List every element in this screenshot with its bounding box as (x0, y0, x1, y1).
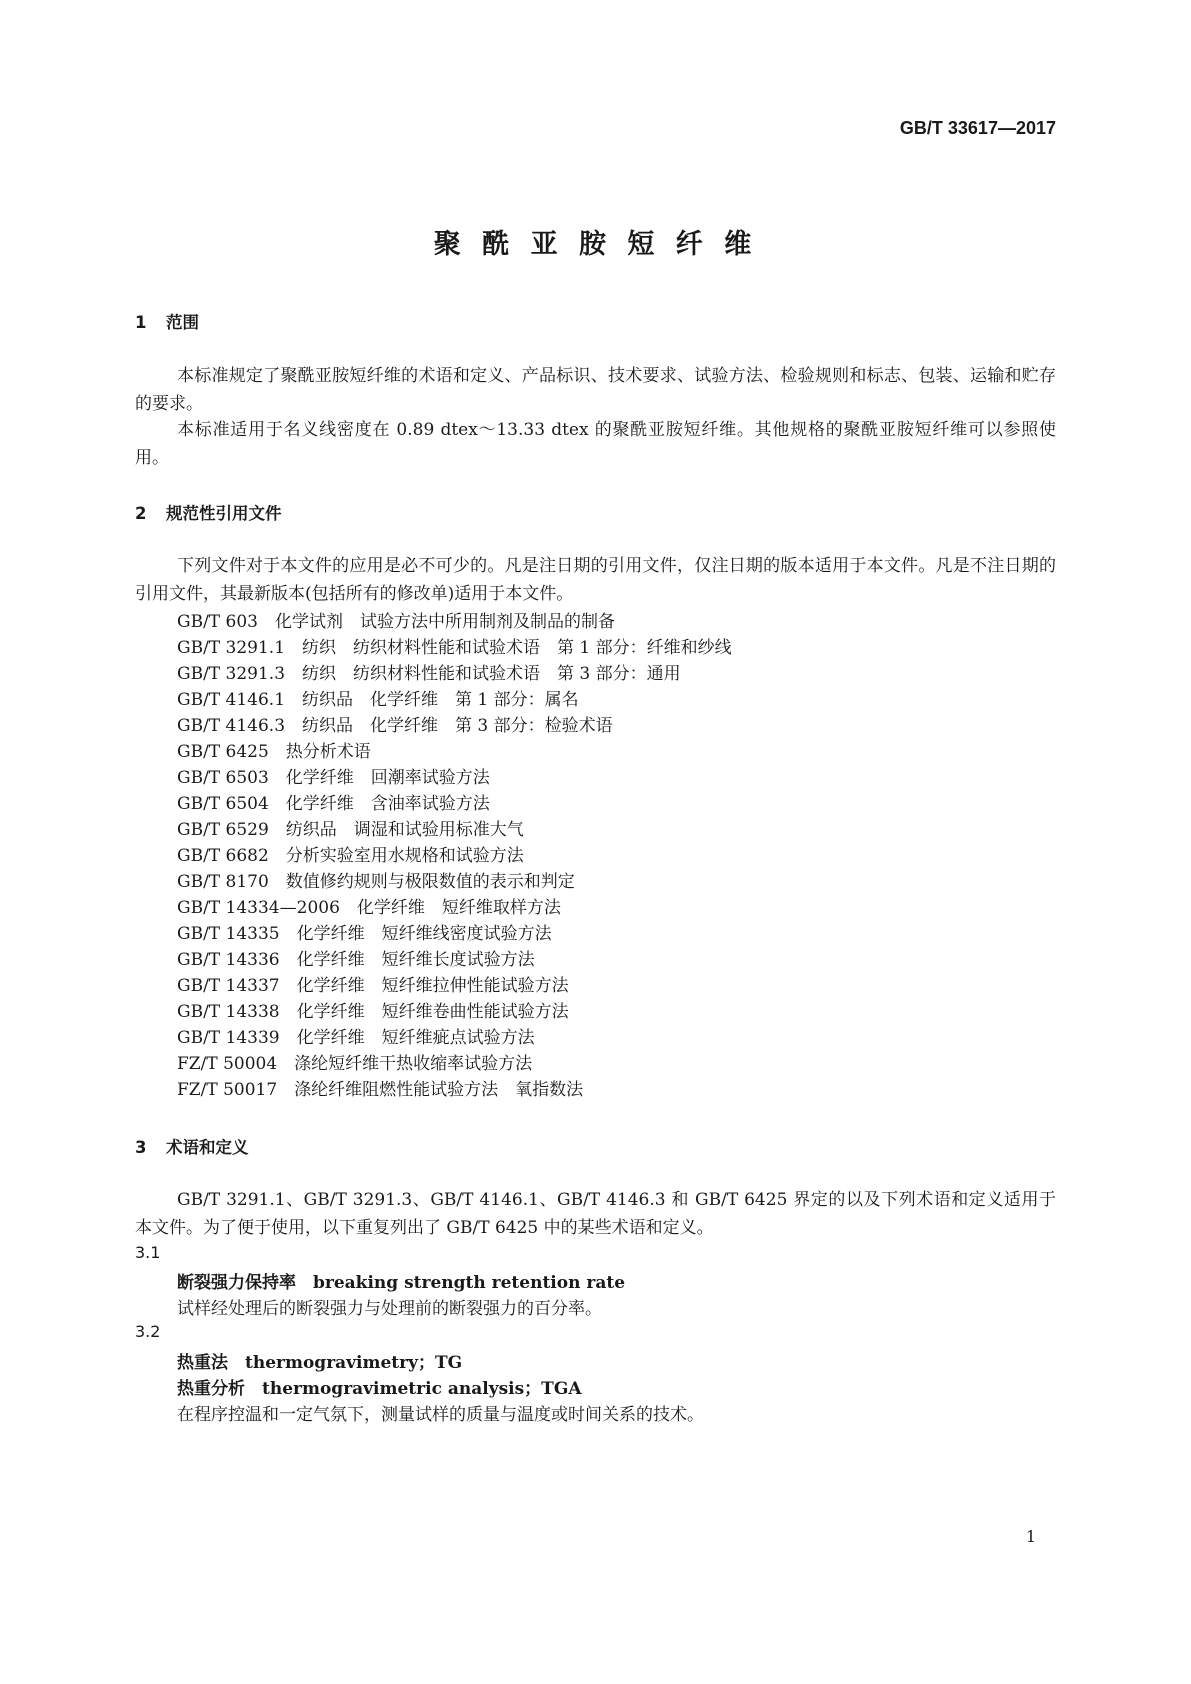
reference-item: GB/T 6529 纺织品 调湿和试验用标准大气 (177, 820, 524, 840)
reference-item: GB/T 4146.1 纺织品 化学纤维 第 1 部分：属名 (177, 690, 579, 710)
scope-paragraph-1: 本标准规定了聚酰亚胺短纤维的术语和定义、产品标识、技术要求、试验方法、检验规则和标志、包装、运输和贮存的要求。 (135, 366, 1056, 414)
reference-item: GB/T 14336 化学纤维 短纤维长度试验方法 (177, 950, 535, 970)
section-heading-scope (135, 309, 199, 333)
reference-item: GB/T 14337 化学纤维 短纤维拉伸性能试验方法 (177, 976, 569, 996)
reference-item: GB/T 603 化学试剂 试验方法中所用制剂及制品的制备 (177, 612, 615, 632)
reference-item: GB/T 6504 化学纤维 含油率试验方法 (177, 794, 490, 814)
section-title: 术语和定义 (166, 1138, 249, 1157)
section-heading-references (135, 500, 282, 524)
reference-item: GB/T 3291.3 纺织 纺织材料性能和试验术语 第 3 部分：通用 (177, 664, 681, 684)
term-title: 断裂强力保持率 breaking strength retention rate (177, 1273, 626, 1293)
term-number: 3.2 (135, 1322, 161, 1341)
reference-item: FZ/T 50004 涤纶短纤维干热收缩率试验方法 (177, 1054, 533, 1074)
reference-item: GB/T 14338 化学纤维 短纤维卷曲性能试验方法 (177, 1002, 569, 1022)
reference-item: GB/T 6682 分析实验室用水规格和试验方法 (177, 846, 524, 866)
reference-item: GB/T 3291.1 纺织 纺织材料性能和试验术语 第 1 部分：纤维和纱线 (177, 638, 732, 658)
term-title: 热重法 thermogravimetry；TG (177, 1353, 463, 1373)
reference-item: FZ/T 50017 涤纶纤维阻燃性能试验方法 氧指数法 (177, 1080, 584, 1100)
scope-paragraph-2: 本标准适用于名义线密度在 0.89 dtex～13.33 dtex 的聚酰亚胺短纤维。其他规格的聚酰亚胺短纤维可以参照使用。 (135, 420, 1056, 468)
page-number: 1 (1025, 1527, 1036, 1546)
document-title: 聚 酰 亚 胺 短 纤 维 (433, 229, 758, 260)
section-number: 2 (135, 504, 147, 523)
term-definition: 在程序控温和一定气氛下，测量试样的质量与温度或时间关系的技术。 (177, 1405, 704, 1425)
references-intro: 下列文件对于本文件的应用是必不可少的。凡是注日期的引用文件，仅注日期的版本适用于本文件。凡是不注日期的引用文件，其最新版本(包括所有的修改单)适用于本文件。 (135, 556, 1056, 604)
term-definition: 试样经处理后的断裂强力与处理前的断裂强力的百分率。 (177, 1299, 602, 1319)
term-title-alt: 热重分析 thermogravimetric analysis；TGA (177, 1379, 582, 1399)
section-number: 3 (135, 1138, 147, 1157)
term-number: 3.1 (135, 1243, 161, 1262)
section-number: 1 (135, 313, 147, 332)
reference-item: GB/T 14335 化学纤维 短纤维线密度试验方法 (177, 924, 552, 944)
standard-code: GB/T 33617—2017 (899, 118, 1056, 138)
reference-item: GB/T 4146.3 纺织品 化学纤维 第 3 部分：检验术语 (177, 716, 613, 736)
reference-item: GB/T 6425 热分析术语 (177, 742, 371, 762)
reference-item: GB/T 14334—2006 化学纤维 短纤维取样方法 (177, 898, 561, 918)
reference-item: GB/T 6503 化学纤维 回潮率试验方法 (177, 768, 490, 788)
terms-intro: GB/T 3291.1、GB/T 3291.3、GB/T 4146.1、GB/T 4146.3 和 GB/T 6425 界定的以及下列术语和定义适用于本文件。为了便于使用，以下重复列出了 GB/T 6425 中的某些术语和定义。 (135, 1190, 1056, 1238)
section-title: 范围 (166, 313, 199, 332)
section-heading-terms (135, 1134, 249, 1158)
section-title: 规范性引用文件 (166, 504, 282, 523)
reference-item: GB/T 14339 化学纤维 短纤维疵点试验方法 (177, 1028, 535, 1048)
reference-item: GB/T 8170 数值修约规则与极限数值的表示和判定 (177, 872, 575, 892)
